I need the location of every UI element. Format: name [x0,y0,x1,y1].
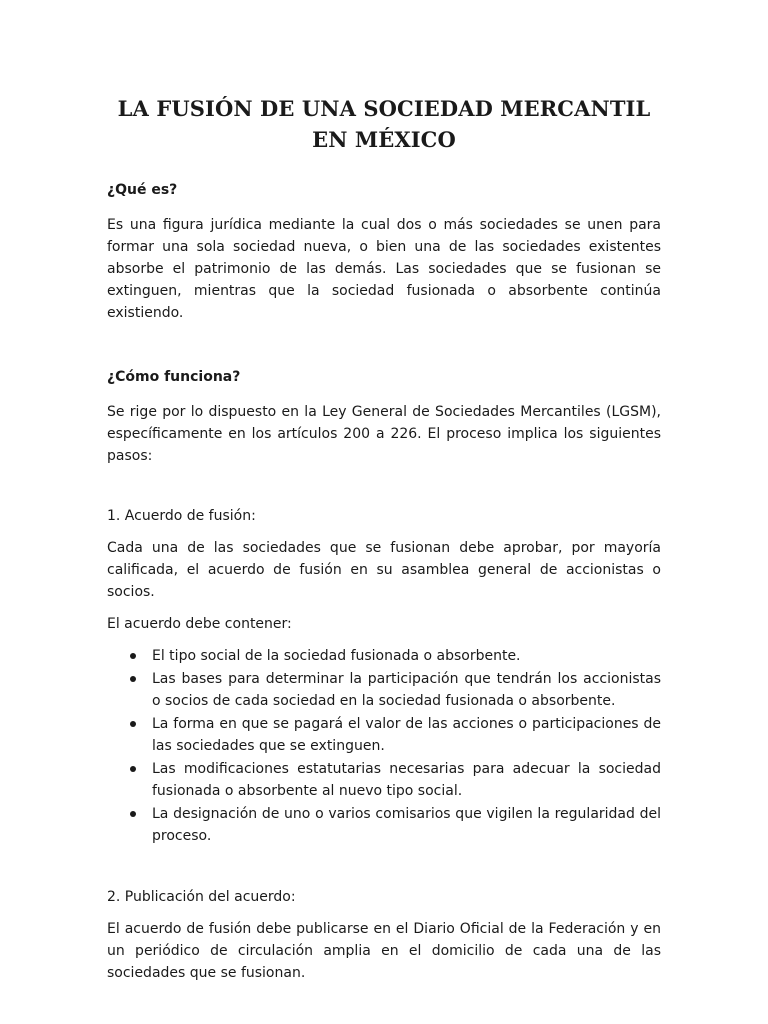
step-1-label: 1. Acuerdo de fusión: [107,508,256,524]
list-item [107,758,661,802]
document-page [107,0,661,984]
list-item-text: La designación de uno o varios comisarios que vigilen la regularidad del proceso. [152,806,661,844]
list-item-text: El tipo social de la sociedad fusionada o absorbente. [152,648,521,664]
list-item-text: La forma en que se pagará el valor de las acciones o participaciones de las sociedades que se extinguen. [152,716,661,754]
step-1-paragraph: Cada una de las sociedades que se fusionan debe aprobar, por mayoría calificada, el acuerdo de fusión en su asamblea general de accionistas o socios. [107,540,661,600]
step-1-contents-intro: El acuerdo debe contener: [107,616,292,632]
bullet-icon [130,653,136,659]
section-heading-como-funciona: ¿Cómo funciona? [107,369,241,385]
step-2-label: 2. Publicación del acuerdo: [107,889,296,905]
step-2-paragraph: El acuerdo de fusión debe publicarse en el Diario Oficial de la Federación y en un periódico de circulación amplia en el domicilio de cada una de las sociedades que se fusionan. [107,921,661,981]
list-item-text: Las bases para determinar la participación que tendrán los accionistas o socios de cada sociedad en la sociedad fusionada o absorbente. [152,671,661,709]
section-heading-que-es: ¿Qué es? [107,182,178,198]
section-paragraph-que-es: Es una figura jurídica mediante la cual dos o más sociedades se unen para formar una sola sociedad nueva, o bien una de las sociedades existentes absorbe el patrimonio de las demás. Las sociedades que se fusionan se extinguen, mientras que la sociedad fusionada o absorbente continúa existiendo. [107,217,661,321]
bullet-icon [130,676,136,682]
bullet-icon [130,721,136,727]
list-item [107,803,661,847]
list-item-text: Las modificaciones estatutarias necesarias para adecuar la sociedad fusionada o absorbente al nuevo tipo social. [152,761,661,799]
list-item [107,645,661,667]
document-title: LA FUSIÓN DE UNA SOCIEDAD MERCANTIL EN MÉXICO [117,96,651,152]
list-item [107,668,661,712]
list-item [107,713,661,757]
agreement-contents-list [107,645,661,847]
section-paragraph-como-funciona: Se rige por lo dispuesto en la Ley General de Sociedades Mercantiles (LGSM), específicamente en los artículos 200 a 226. El proceso implica los siguientes pasos: [107,404,661,464]
bullet-icon [130,766,136,772]
bullet-icon [130,811,136,817]
